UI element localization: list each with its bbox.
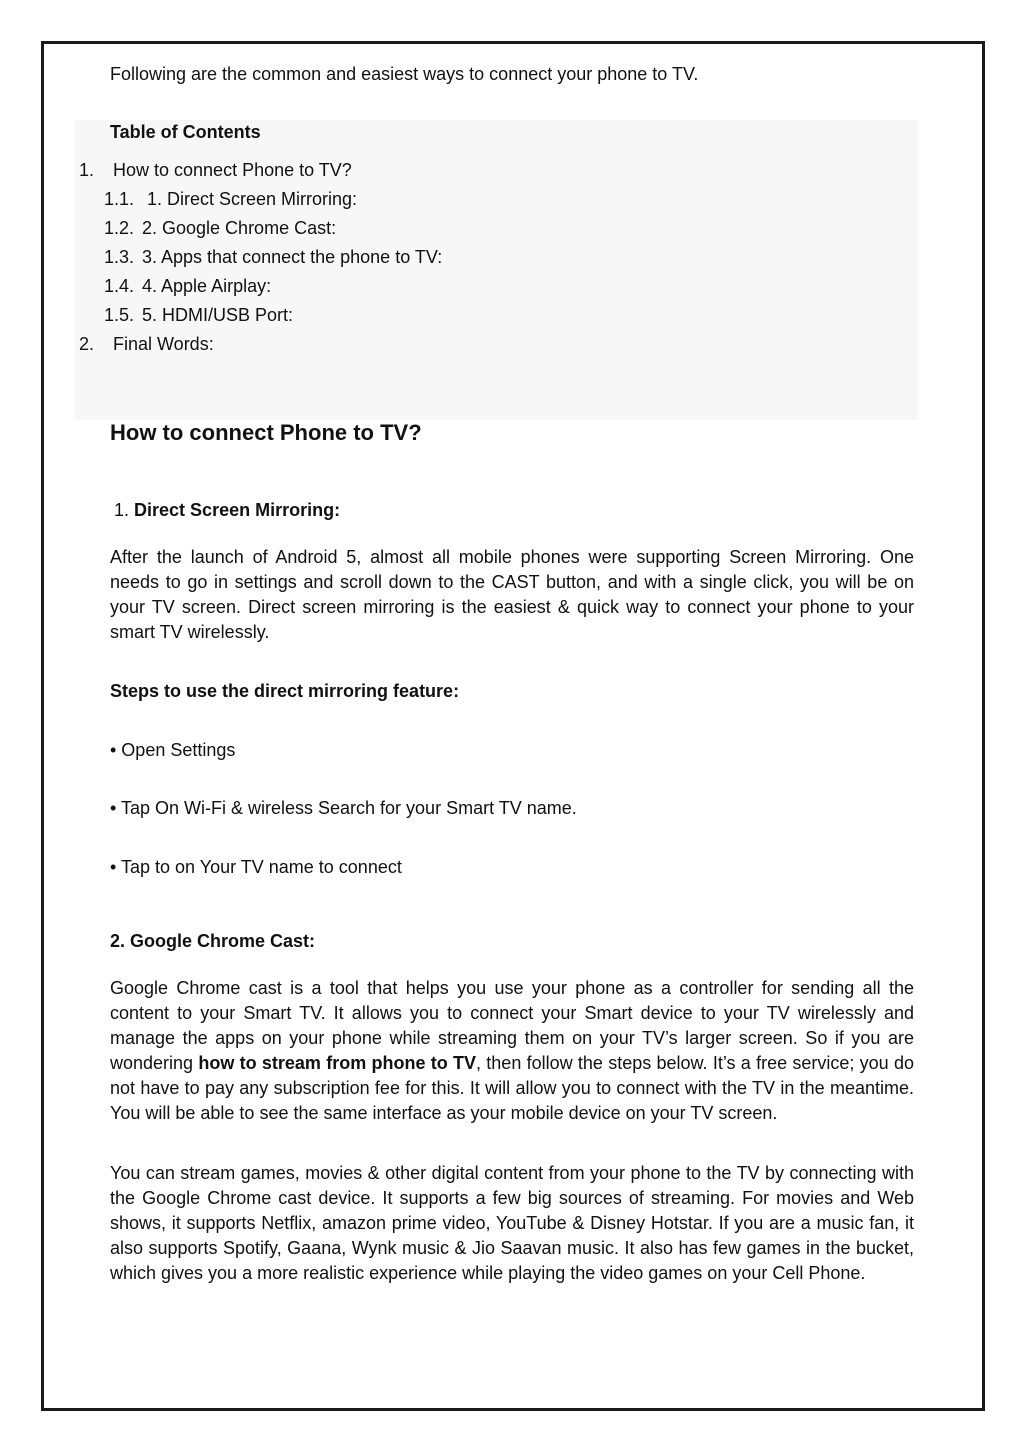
toc-item-direct-screen-mirroring[interactable] [104, 187, 357, 212]
toc-item-apple-airplay[interactable] [104, 274, 271, 299]
toc-item-number: 1.1. [104, 189, 135, 209]
section2-text: Google Chrome cast is a tool that helps you use your phone as a controller for sending all the content to your Smart TV. It allows you to connect your Smart device to your TV wirelessly and manage the apps on your phone while streaming them on your TV’s larger screen. So if you are wondering [110, 978, 914, 1073]
section2-paragraph-1 [110, 976, 914, 1126]
section1-paragraph: After the launch of Android 5, almost all mobile phones were supporting Screen Mirroring. One needs to go in settings and scroll down to the CAST button, and with a single click, you will be on your TV screen. Direct screen mirroring is the easiest & quick way to connect your phone to your smart TV wirelessly. [110, 547, 914, 642]
section1-heading [114, 498, 340, 523]
toc-item-google-chrome-cast[interactable] [104, 216, 336, 241]
section1-number: 1. [114, 500, 130, 520]
step-item: • Tap On Wi-Fi & wireless Search for your Smart TV name. [110, 798, 577, 818]
toc-item-final-words[interactable] [79, 332, 214, 357]
toc-item-number: 1.5. [104, 305, 135, 325]
toc-item-number: 1.3. [104, 247, 135, 267]
toc-item-hdmi-usb[interactable] [104, 303, 293, 328]
table-of-contents [75, 120, 918, 420]
toc-item-number: 1.2. [104, 218, 135, 238]
section2-text: , then follow the steps below. It’s a free service; you do not have to pay any subscription fee for this. It will allow you to connect with the TV in the meantime. You will be able to see the same interface as your mobile device on your TV screen. [110, 1053, 914, 1123]
toc-item-label: How to connect Phone to TV? [113, 160, 352, 180]
toc-item-label: 2. Google Chrome Cast: [142, 218, 337, 238]
toc-item-apps[interactable] [104, 245, 442, 270]
toc-item-how-to-connect[interactable] [79, 158, 352, 183]
toc-item-label: 5. HDMI/USB Port: [142, 305, 294, 325]
section2-bold-link-text: how to stream from phone to TV [198, 1053, 477, 1073]
toc-item-number: 2. [79, 334, 95, 354]
toc-item-label: Final Words: [113, 334, 214, 354]
section1-title: Direct Screen Mirroring: [134, 500, 341, 520]
section2-heading: 2. Google Chrome Cast: [110, 931, 316, 951]
toc-item-label: 1. Direct Screen Mirroring: [142, 189, 358, 209]
step-item: • Tap to on Your TV name to connect [110, 857, 402, 877]
toc-item-label: 3. Apps that connect the phone to TV: [142, 247, 443, 267]
intro-text: Following are the common and easiest ways to connect your phone to TV. [110, 64, 699, 84]
toc-item-label: 4. Apple Airplay: [142, 276, 272, 296]
toc-title: Table of Contents [110, 122, 261, 142]
steps-title: Steps to use the direct mirroring feature: [110, 681, 460, 701]
toc-item-number: 1. [79, 160, 95, 180]
section2-paragraph-2: You can stream games, movies & other digital content from your phone to the TV by connecting with the Google Chrome cast device. It supports a few big sources of streaming. For movies and Web shows, it supports Netflix, amazon prime video, YouTube & Disney Hotstar. If you are a music fan, it also supports Spotify, Gaana, Wynk music & Jio Saavan music. It also has few games in the bucket, which gives you a more realistic experience while playing the video games on your Cell Phone. [110, 1163, 914, 1283]
step-item: • Open Settings [110, 740, 236, 760]
section-heading: How to connect Phone to TV? [110, 420, 422, 445]
toc-item-number: 1.4. [104, 276, 135, 296]
